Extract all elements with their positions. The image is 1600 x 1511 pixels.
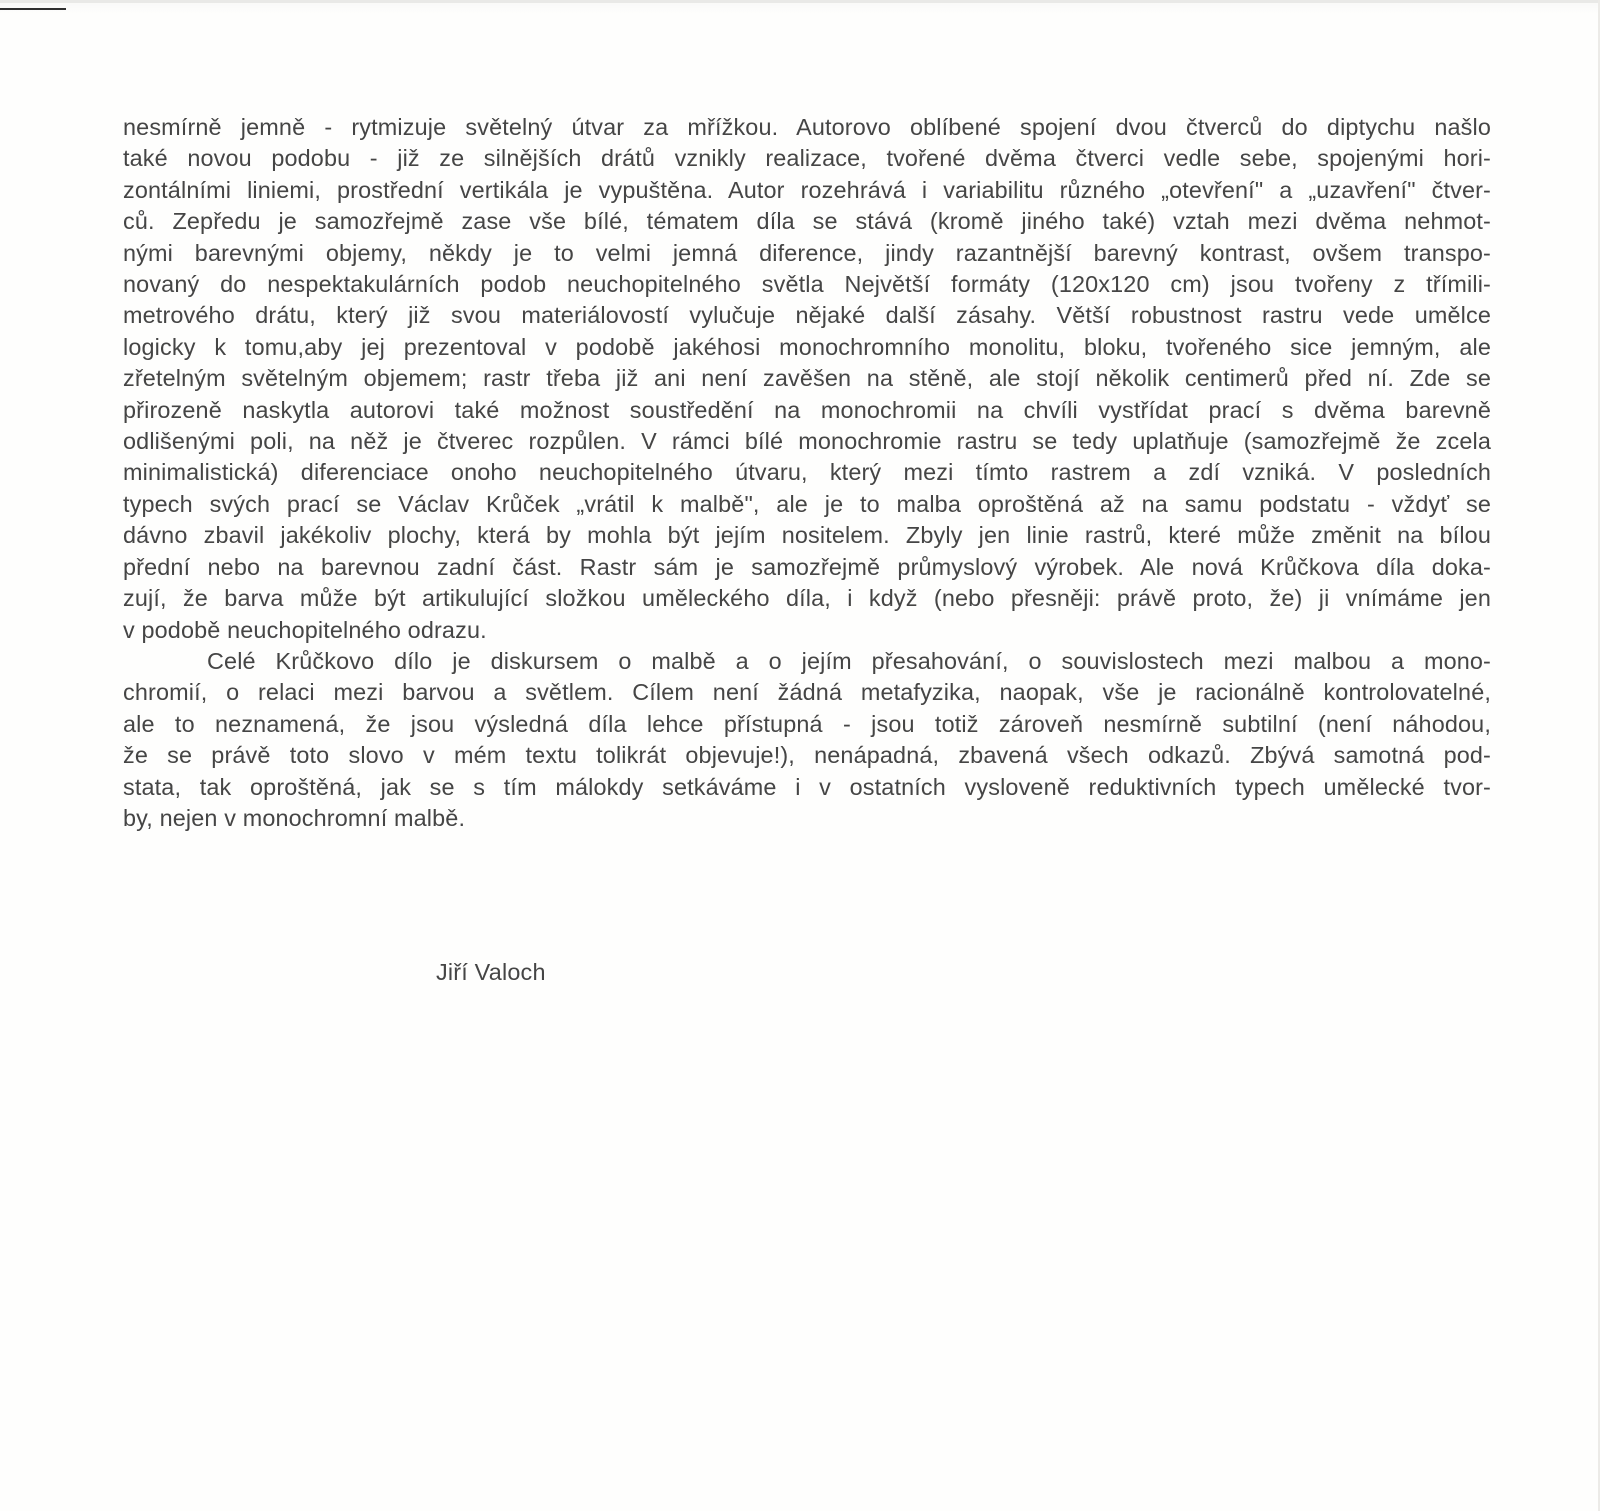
text-line: nesmírně jemně - rytmizuje světelný útvar za mřížkou. Autorovo oblíbené spojení dvou čtverců do diptychu našlo (123, 114, 1491, 140)
text-line: dávno zbavil jakékoliv plochy, která by mohla být jejím nositelem. Zbyly jen linie rastrů, které může změnit na bílou (123, 522, 1491, 549)
text-line: chromií, o relaci mezi barvou a světlem. Cílem není žádná metafyzika, naopak, vše je racionálně kontrolovatelné, (123, 679, 1491, 706)
text-line: logicky k tomu,aby jej prezentoval v podobě jakéhosi monochromního monolitu, bloku, tvořeného sice jemným, ale (123, 333, 1491, 360)
text-line: zují, že barva může být artikulující složkou uměleckého díla, i když (nebo přesněji: právě proto, že) ji vnímáme jen (123, 585, 1491, 612)
text-line: ců. Zepředu je samozřejmě zase vše bílé, tématem díla se stává (kromě jiného také) vztah mezi dvěma nehmot- (123, 208, 1491, 235)
body-text (123, 112, 1491, 834)
text-line: Celé Krůčkovo dílo je diskursem o malbě a o jejím přesahování, o souvislostech mezi malbou a mono- (207, 647, 1491, 674)
top-edge-shadow (0, 0, 1600, 3)
text-line: ale to neznamená, že jsou výsledná díla lehce přístupná - jsou totiž zároveň nesmírně subtilní (není náhodou, (123, 710, 1491, 737)
text-line: minimalistická) diferenciace onoho neuchopitelného útvaru, který mezi tímto rastrem a zdí vzniká. V posledních (123, 459, 1491, 486)
text-line: by, nejen v monochromní malbě. (123, 804, 466, 831)
text-line: přirozeně naskytla autorovi také možnost soustředění na monochromii na chvíli vystřídat prací s dvěma barevně (123, 396, 1491, 423)
paragraph-1 (123, 112, 1491, 646)
text-line: zontálními liniemi, prostřední vertikála je vypuštěna. Autor rozehrává i variabilitu různého „otevření" a „uzavření" čtver- (123, 176, 1491, 203)
author-signature: Jiří Valoch (436, 959, 546, 985)
text-line: že se právě toto slovo v mém textu tolikrát objevuje!), nenápadná, zbavená všech odkazů. Zbývá samotná pod- (123, 742, 1491, 769)
text-line: přední nebo na barevnou zadní část. Rastr sám je samozřejmě průmyslový výrobek. Ale nová Krůčkova díla doka- (123, 553, 1491, 580)
text-line: stata, tak oproštěná, jak se s tím málokdy setkáváme i v ostatních vysloveně reduktivních typech umělecké tvor- (123, 773, 1491, 800)
text-line: také novou podobu - již ze silnějších drátů vznikly realizace, tvořené dvěma čtverci vedle sebe, spojenými hori- (123, 145, 1491, 172)
text-line: odlišenými poli, na něž je čtverec rozpůlen. V rámci bílé monochromie rastru se tedy uplatňuje (samozřejmě že zcela (123, 428, 1491, 455)
text-line: metrového drátu, který již svou materiálovostí vylučuje nějaké další zásahy. Větší robustnost rastru vede umělce (123, 302, 1491, 329)
text-line: nými barevnými objemy, někdy je to velmi jemná diference, jindy razantnější barevný kontrast, ovšem transpo- (123, 239, 1491, 266)
text-line: typech svých prací se Václav Krůček „vrátil k malbě", ale je to malba oproštěná až na samu podstatu - vždyť se (123, 490, 1491, 517)
corner-crop-mark (0, 8, 66, 10)
text-line: zřetelným světelným objemem; rastr třeba již ani není zavěšen na stěně, ale stojí několik centimerů před ní. Zde se (123, 365, 1491, 392)
text-line: novaný do nespektakulárních podob neuchopitelného světla Největší formáty (120x120 cm) jsou tvořeny z třímili- (123, 271, 1491, 298)
paragraph-2 (123, 646, 1491, 834)
text-line: v podobě neuchopitelného odrazu. (123, 616, 487, 643)
